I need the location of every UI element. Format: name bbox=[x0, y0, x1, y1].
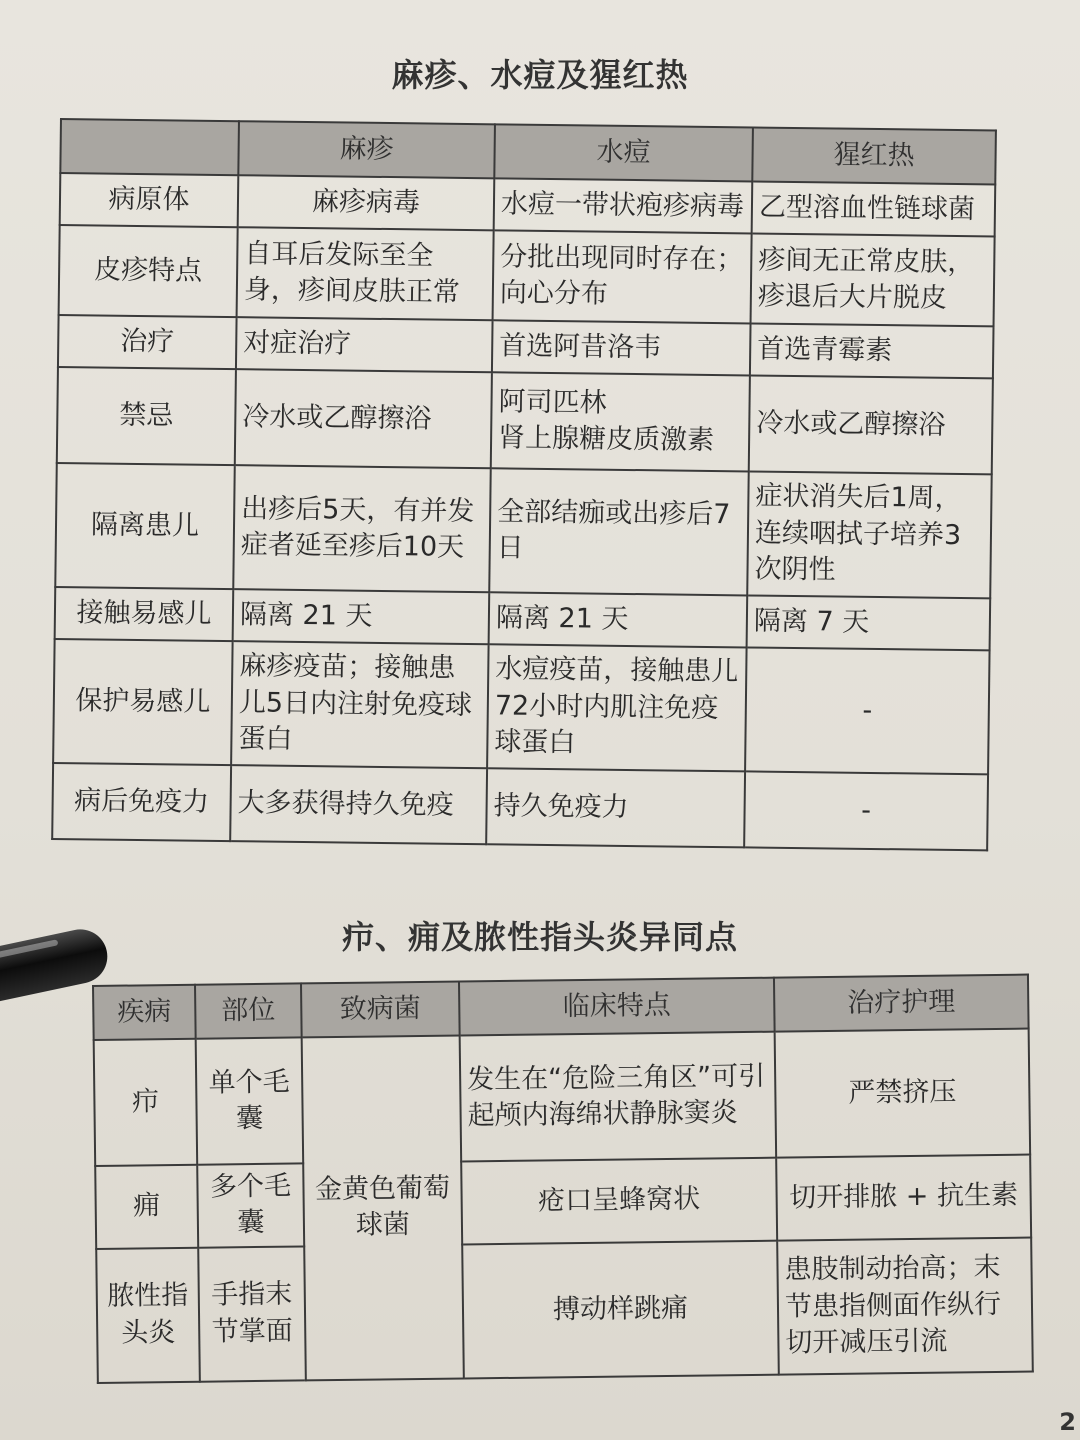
table2-header-disease: 疾病 bbox=[93, 985, 196, 1040]
disease-cell: 痈 bbox=[95, 1165, 198, 1249]
table-cell: 麻疹病毒 bbox=[238, 175, 495, 230]
row-label: 保护易感儿 bbox=[53, 639, 233, 765]
table-cell: 对症治疗 bbox=[236, 317, 493, 372]
table-cell: - bbox=[745, 647, 989, 774]
table1-header-blank bbox=[60, 119, 239, 175]
table-cell: 首选青霉素 bbox=[750, 323, 994, 378]
table-cell: 首选阿昔洛韦 bbox=[492, 320, 751, 375]
page-number: 2 bbox=[1059, 1408, 1076, 1436]
row-label: 病后免疫力 bbox=[52, 763, 231, 841]
table1-row bbox=[59, 225, 995, 326]
table1-row bbox=[52, 763, 988, 850]
table-cell: 麻疹疫苗；接触患儿5日内注射免疫球蛋白 bbox=[231, 641, 488, 768]
table-cell: 隔离 21 天 bbox=[489, 592, 748, 647]
table-cell: 持久免疫力 bbox=[486, 768, 745, 847]
table1-row bbox=[57, 367, 993, 474]
table-cell: 阿司匹林 肾上腺糖皮质激素 bbox=[491, 372, 750, 471]
row-label: 隔离患儿 bbox=[55, 463, 235, 589]
table-cell: 自耳后发际至全身，疹间皮肤正常 bbox=[237, 227, 494, 320]
table-cell: 分批出现同时存在；向心分布 bbox=[493, 230, 752, 323]
table-cell: 隔离 21 天 bbox=[233, 589, 490, 644]
table2-header-treatment: 治疗护理 bbox=[774, 975, 1029, 1032]
clinical-cell: 搏动样跳痛 bbox=[462, 1241, 779, 1379]
treatment-cell: 切开排脓 + 抗生素 bbox=[776, 1155, 1031, 1241]
table-cell: 水痘一带状疱疹病毒 bbox=[494, 178, 753, 233]
table1-header-scarlet-fever: 猩红热 bbox=[752, 127, 996, 184]
table-cell: 水痘疫苗，接触患儿72小时内肌注免疫球蛋白 bbox=[487, 644, 746, 771]
table1-header-chickenpox: 水痘 bbox=[494, 124, 753, 181]
treatment-cell: 严禁挤压 bbox=[775, 1029, 1031, 1158]
table2-title: 疖、痈及脓性指头炎异同点 bbox=[341, 918, 738, 956]
table1-row bbox=[53, 639, 989, 774]
table-cell: 乙型溶血性链球菌 bbox=[752, 181, 996, 236]
treatment-cell: 患肢制动抬高；末节患指侧面作纵行切开减压引流 bbox=[777, 1237, 1033, 1374]
table2-row bbox=[95, 1155, 1031, 1249]
table-cell: - bbox=[744, 771, 988, 850]
clinical-cell: 疮口呈蜂窝状 bbox=[461, 1158, 777, 1245]
table-cell: 冷水或乙醇擦浴 bbox=[235, 369, 492, 468]
furuncle-carbuncle-felon-table bbox=[92, 974, 1034, 1384]
table-cell: 疹间无正常皮肤，疹退后大片脱皮 bbox=[751, 233, 995, 326]
table-cell: 症状消失后1周，连续咽拭子培养3次阴性 bbox=[747, 471, 991, 598]
table-cell: 大多获得持久免疫 bbox=[230, 765, 487, 844]
table2-row bbox=[94, 1029, 1030, 1166]
measles-chickenpox-scarlet-fever-table bbox=[51, 118, 997, 851]
table-cell: 出疹后5天，有并发症者延至疹后10天 bbox=[233, 465, 490, 592]
disease-cell: 疖 bbox=[94, 1039, 198, 1166]
table1-title: 麻疹、水痘及猩红热 bbox=[391, 56, 689, 94]
row-label: 皮疹特点 bbox=[59, 225, 238, 317]
pathogen-cell: 金黄色葡萄球菌 bbox=[302, 1036, 464, 1381]
table2-row bbox=[96, 1237, 1033, 1382]
disease-cell: 脓性指头炎 bbox=[96, 1248, 200, 1383]
table-cell: 隔离 7 天 bbox=[747, 595, 991, 650]
row-label: 禁忌 bbox=[57, 367, 236, 465]
row-label: 病原体 bbox=[60, 173, 239, 227]
site-cell: 手指末节掌面 bbox=[198, 1246, 306, 1381]
table-cell: 冷水或乙醇擦浴 bbox=[749, 375, 993, 474]
row-label: 接触易感儿 bbox=[55, 587, 234, 641]
table2-header-pathogen: 致病菌 bbox=[301, 982, 460, 1038]
table-cell: 全部结痂或出疹后7日 bbox=[489, 468, 748, 595]
clinical-cell: 发生在“危险三角区”可引起颅内海绵状静脉窦炎 bbox=[460, 1032, 777, 1162]
site-cell: 单个毛囊 bbox=[196, 1037, 304, 1164]
site-cell: 多个毛囊 bbox=[197, 1163, 304, 1247]
table2-header-clinical: 临床特点 bbox=[459, 978, 775, 1036]
row-label: 治疗 bbox=[58, 315, 237, 369]
table2-header-site: 部位 bbox=[195, 983, 302, 1038]
table1-header-measles: 麻疹 bbox=[238, 121, 495, 178]
table1-row bbox=[55, 463, 991, 598]
